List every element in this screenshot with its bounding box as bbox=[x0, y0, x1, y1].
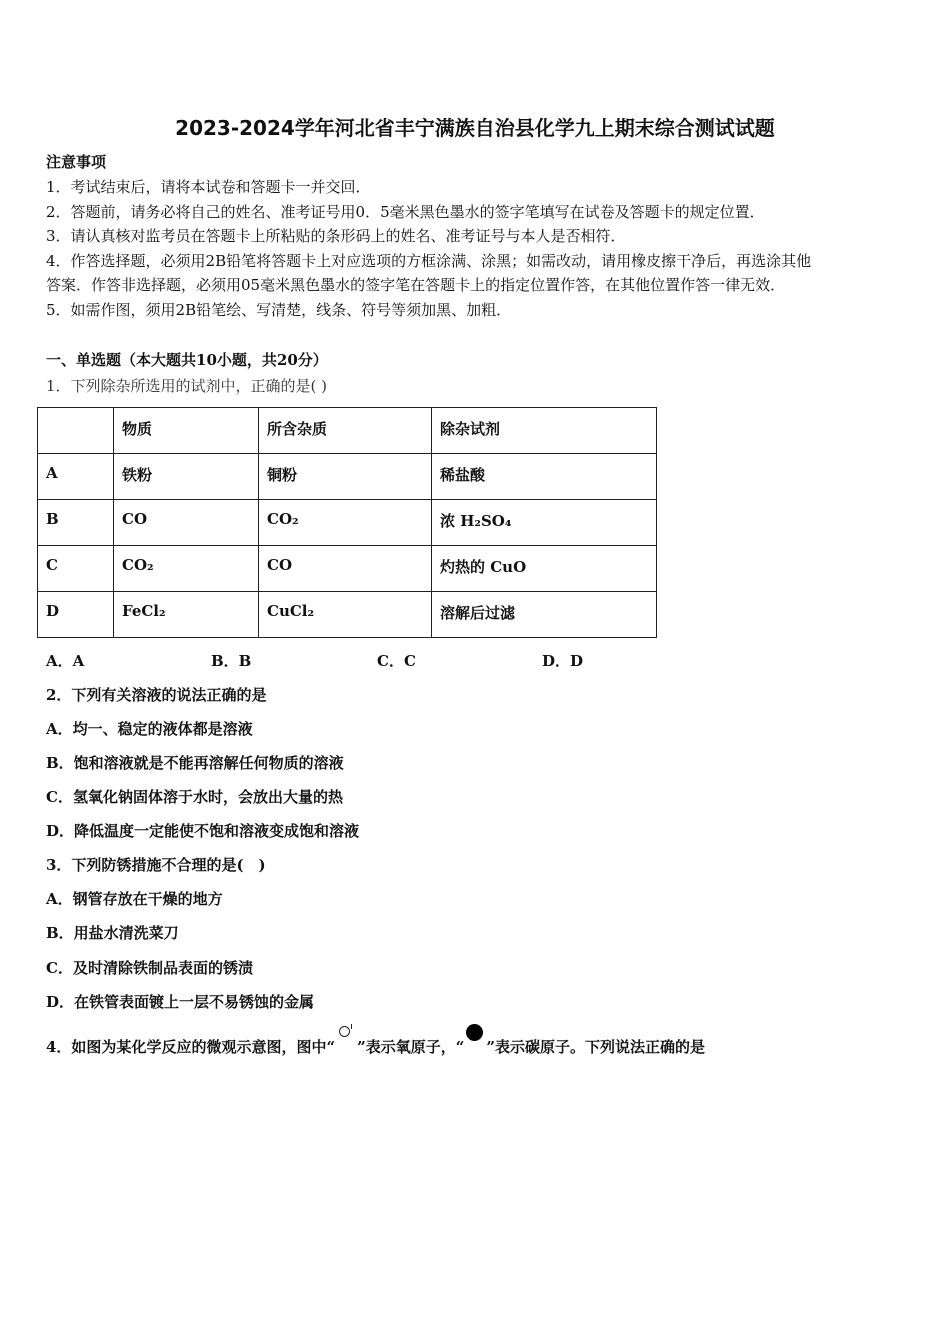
table-cell: C bbox=[38, 546, 114, 592]
notice-item: 1．考试结束后，请将本试卷和答题卡一并交回． bbox=[46, 178, 371, 196]
notice-item: 2．答题前，请务必将自己的姓名、准考证号用0．5毫米黑色墨水的签字笔填写在试卷及答题卡的规定位置． bbox=[46, 202, 765, 221]
table-row bbox=[38, 500, 657, 546]
table-cell: 铜粉 bbox=[259, 454, 432, 500]
carbon-atom-icon bbox=[464, 1036, 486, 1056]
table-cell: 稀盐酸 bbox=[432, 454, 657, 500]
question-3-option-b: B．用盐水清洗菜刀 bbox=[46, 924, 179, 942]
table-cell: A bbox=[38, 454, 114, 500]
table-row bbox=[38, 592, 657, 638]
option-b: B．B bbox=[211, 652, 252, 670]
option-d: D．D bbox=[542, 652, 584, 670]
option-c: C．C bbox=[377, 652, 416, 670]
purification-table bbox=[37, 407, 657, 638]
table-cell: 溶解后过滤 bbox=[432, 592, 657, 638]
question-4-text bbox=[46, 1036, 705, 1057]
table-row bbox=[38, 454, 657, 500]
notice-item: 4．作答选择题，必须用2B铅笔将答题卡上对应选项的方框涂满、涂黑；如需改动，请用橡皮擦干净后，再选涂其他 bbox=[46, 251, 812, 270]
question-4-part3: ”表示碳原子。下列说法正确的是 bbox=[486, 1038, 705, 1056]
notice-item: 5．如需作图，须用2B铅笔绘、写清楚，线条、符号等须加黑、加粗． bbox=[46, 300, 512, 319]
question-3-option-a: A．钢管存放在干燥的地方 bbox=[46, 890, 223, 908]
question-2-text: 2．下列有关溶液的说法正确的是 bbox=[46, 686, 267, 704]
question-3-text: 3．下列防锈措施不合理的是( ) bbox=[46, 856, 266, 874]
table-row bbox=[38, 546, 657, 592]
table-cell: CO₂ bbox=[259, 500, 432, 546]
notice-item: 3．请认真核对监考员在答题卡上所粘贴的条形码上的姓名、准考证号与本人是否相符． bbox=[46, 227, 626, 245]
table-cell: CO bbox=[114, 500, 259, 546]
question-2-option-c: C．氢氧化钠固体溶于水时，会放出大量的热 bbox=[46, 788, 343, 806]
section-title: 一、单选题（本大题共10小题，共20分） bbox=[46, 351, 328, 369]
question-1-options bbox=[46, 650, 666, 670]
table-header-row bbox=[38, 408, 657, 454]
notice-list bbox=[46, 175, 906, 322]
option-a: A．A bbox=[46, 652, 85, 670]
question-2-option-d: D．降低温度一定能使不饱和溶液变成饱和溶液 bbox=[46, 822, 360, 840]
question-3-option-c: C．及时清除铁制品表面的锈渍 bbox=[46, 959, 253, 977]
notice-heading: 注意事项 bbox=[46, 153, 107, 171]
table-cell: 浓 H₂SO₄ bbox=[432, 500, 657, 546]
table-cell: CuCl₂ bbox=[259, 592, 432, 638]
table-cell: 灼热的 CuO bbox=[432, 546, 657, 592]
oxygen-atom-icon bbox=[335, 1036, 357, 1056]
page-title: 2023-2024学年河北省丰宁满族自治县化学九上期末综合测试试题 bbox=[175, 116, 775, 140]
table-cell: CO bbox=[259, 546, 432, 592]
question-2-option-a: A．均一、稳定的液体都是溶液 bbox=[46, 720, 253, 738]
table-header-cell: 所含杂质 bbox=[259, 408, 432, 454]
question-1-text: 1．下列除杂所选用的试剂中，正确的是( ) bbox=[46, 377, 328, 395]
table-header-cell: 除杂试剂 bbox=[432, 408, 657, 454]
notice-item: 答案．作答非选择题，必须用05毫米黑色墨水的签字笔在答题卡上的指定位置作答，在其他位置作答一律无效． bbox=[46, 276, 786, 294]
question-4-part2: ”表示氧原子，“ bbox=[357, 1038, 465, 1056]
question-4-part1: 4．如图为某化学反应的微观示意图，图中“ bbox=[46, 1038, 336, 1056]
table-header-cell: 物质 bbox=[114, 408, 259, 454]
table-cell: B bbox=[38, 500, 114, 546]
table-cell: CO₂ bbox=[114, 546, 259, 592]
table-cell: 铁粉 bbox=[114, 454, 259, 500]
table-header-cell bbox=[38, 408, 114, 454]
table-cell: D bbox=[38, 592, 114, 638]
question-2-option-b: B．饱和溶液就是不能再溶解任何物质的溶液 bbox=[46, 754, 344, 772]
question-3-option-d: D．在铁管表面镀上一层不易锈蚀的金属 bbox=[46, 993, 315, 1011]
table-cell: FeCl₂ bbox=[114, 592, 259, 638]
